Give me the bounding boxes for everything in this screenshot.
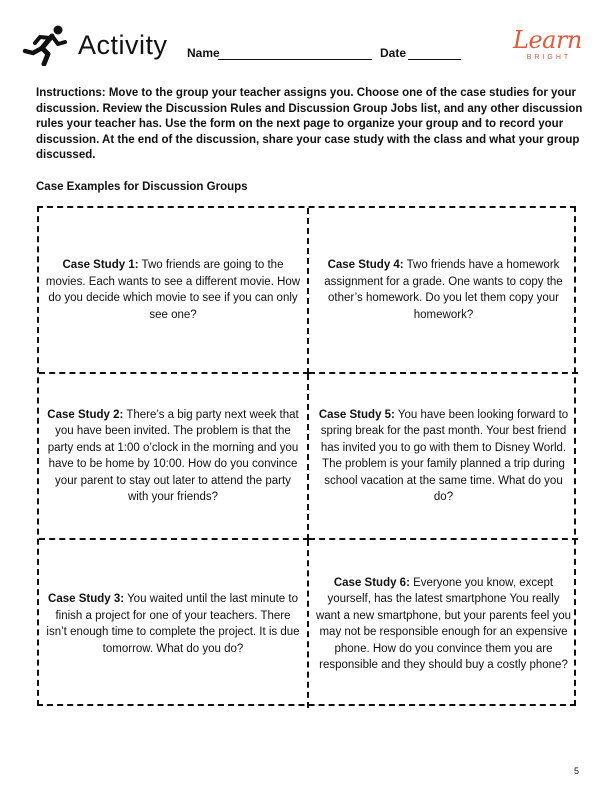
case-study-1 [39, 208, 309, 374]
learn-bright-logo [513, 26, 582, 70]
case-label: Case Study 6: [333, 576, 410, 589]
activity-title: Activity [78, 30, 168, 60]
running-person-icon [22, 24, 68, 66]
case-label: Case Study 4: [327, 259, 404, 271]
case-text: Two friends are going to the movies. Each wants to see a different movie. How do you decide which movie to see if you can only see one? [45, 259, 301, 321]
date-input-line[interactable] [408, 59, 461, 60]
logo-subtitle: BRIGHT [526, 54, 572, 61]
case-text: There’s a big party next week that you have been invited. The problem is that the party ends at 1:00 o’clock in the morning and you have to be home by 10:00. How do you convince your parent to stay out later to attend the party with your friends? [47, 408, 299, 503]
case-text: You waited until the last minute to finish a project for one of your teachers. There isn’t enough time to complete the project. It is due tomorrow. What do you do? [46, 593, 300, 655]
case-label: Case Study 1: [62, 259, 139, 271]
instructions: Instructions: Move to the group your teacher assigns you. Choose one of the case studies for your discussion. Review the Discussion Rules and Discussion Group Jobs list, and any other discussion rules your teacher has. Use the form on the next page to organize your group and to record your discussion. At the end of the discussion, share your case study with the class and what your group discussed. [36, 87, 583, 161]
case-study-5 [309, 374, 578, 540]
date-label: Date [380, 46, 407, 60]
case-study-grid [37, 206, 576, 706]
case-study-3 [39, 540, 309, 708]
case-label: Case Study 5: [318, 408, 395, 421]
case-study-2 [39, 374, 309, 540]
case-text: You have been looking forward to spring break for the past month. Your best friend has invited you to go with them to Disney World. The problem is your family planned a trip during school vacation at the same time. What do you do? [320, 408, 569, 503]
case-study-4 [309, 208, 578, 374]
name-label: Name [187, 46, 220, 60]
page-number: 5 [574, 766, 580, 776]
case-label: Case Study 2: [47, 408, 124, 421]
logo-word: Learn [513, 26, 582, 54]
case-text: Everyone you know, except yourself, has the latest smartphone You really want a new smartphone, but your parents feel you may not be responsible enough for an expensive phone. How do you convince them you are responsible and they should buy a costly phone? [315, 576, 572, 671]
case-label: Case Study 3: [48, 593, 125, 605]
section-heading: Case Examples for Discussion Groups [36, 181, 248, 193]
case-text: Two friends have a homework assignment for a grade. One wants to copy the other’s homework. Do you let them copy your homework? [324, 259, 563, 321]
case-study-6 [309, 540, 578, 708]
name-input-line[interactable] [218, 59, 372, 60]
